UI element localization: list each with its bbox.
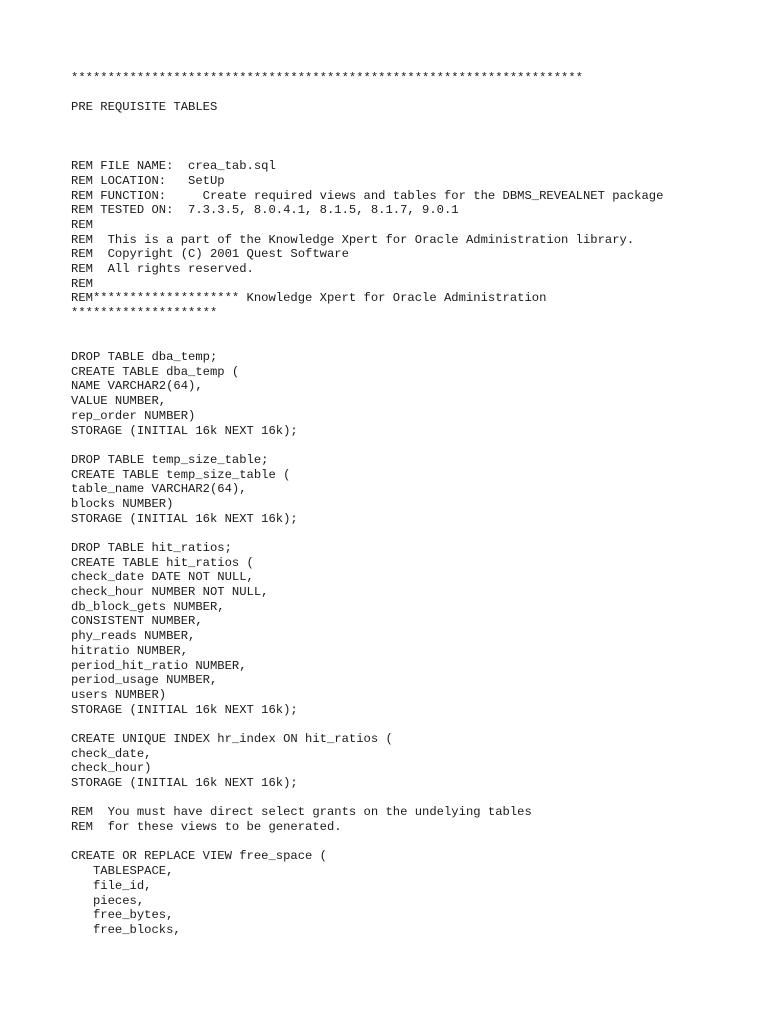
document-line: CREATE TABLE hit_ratios (	[71, 555, 254, 570]
document-line: rep_order NUMBER)	[71, 408, 196, 423]
document-line: CREATE OR REPLACE VIEW free_space (	[71, 849, 327, 864]
document-line: REM All rights reserved.	[71, 261, 254, 276]
document-line	[71, 791, 761, 806]
document-line: check_date DATE NOT NULL,	[71, 570, 254, 585]
document-line: phy_reads NUMBER,	[71, 629, 196, 644]
document-line: table_name VARCHAR2(64),	[71, 482, 247, 497]
document-line: pieces,	[71, 893, 145, 908]
document-line: file_id,	[71, 878, 152, 893]
document-line: period_hit_ratio NUMBER,	[71, 658, 247, 673]
document-line: VALUE NUMBER,	[71, 394, 167, 409]
document-line: REM LOCATION: SetUp	[71, 173, 225, 188]
document-line: REM This is a part of the Knowledge Xpert for Oracle Administration library.	[71, 232, 635, 247]
document-line: blocks NUMBER)	[71, 496, 174, 511]
document-line	[71, 115, 761, 130]
document-line: CREATE TABLE temp_size_table (	[71, 467, 291, 482]
document-line: STORAGE (INITIAL 16k NEXT 16k);	[71, 511, 298, 526]
document-line: PRE REQUISITE TABLES	[71, 100, 218, 115]
document-line	[71, 835, 761, 850]
document-line: **********************************************************************	[71, 71, 583, 85]
document-line: REM You must have direct select grants on the undelying tables	[71, 805, 532, 820]
document-line: REM TESTED ON: 7.3.3.5, 8.0.4.1, 8.1.5, 8.1.7, 9.0.1	[71, 203, 459, 218]
document-line	[71, 144, 761, 159]
document-line: ********************	[71, 306, 218, 320]
document-line	[71, 526, 761, 541]
document-line: DROP TABLE temp_size_table;	[71, 452, 269, 467]
document-line	[71, 130, 761, 145]
document-line: CREATE UNIQUE INDEX hr_index ON hit_ratios (	[71, 731, 393, 746]
document-line	[71, 321, 761, 336]
document-line: users NUMBER)	[71, 687, 167, 702]
document-line: STORAGE (INITIAL 16k NEXT 16k);	[71, 776, 298, 790]
document-line: hitratio NUMBER,	[71, 643, 189, 658]
document-line: TABLESPACE,	[71, 864, 174, 879]
document-line	[71, 335, 761, 350]
document-line: check_date,	[71, 746, 152, 761]
document-line: REM******************** Knowledge Xpert for Oracle Administration	[71, 291, 547, 306]
document-line	[71, 86, 761, 101]
document-line	[71, 717, 761, 732]
document-line: REM FILE NAME: crea_tab.sql	[71, 159, 276, 174]
document-page	[71, 71, 761, 938]
document-line: free_bytes,	[71, 908, 174, 923]
document-line: REM FUNCTION: Create required views and tables for the DBMS_REVEALNET package	[71, 188, 664, 203]
document-line: check_hour NUMBER NOT NULL,	[71, 585, 269, 600]
document-line: free_blocks,	[71, 922, 181, 937]
document-line: REM	[71, 276, 93, 291]
document-line: REM Copyright (C) 2001 Quest Software	[71, 247, 349, 262]
document-line: check_hour)	[71, 761, 152, 776]
document-line: period_usage NUMBER,	[71, 673, 218, 688]
document-line: REM	[71, 217, 93, 232]
document-line: DROP TABLE dba_temp;	[71, 350, 218, 365]
document-line	[71, 438, 761, 453]
document-line: CONSISTENT NUMBER,	[71, 614, 203, 629]
document-line: STORAGE (INITIAL 16k NEXT 16k);	[71, 702, 298, 717]
document-line: STORAGE (INITIAL 16k NEXT 16k);	[71, 423, 298, 438]
document-line: CREATE TABLE dba_temp (	[71, 364, 240, 379]
document-line: DROP TABLE hit_ratios;	[71, 541, 232, 555]
document-line: NAME VARCHAR2(64),	[71, 379, 203, 394]
document-line: REM for these views to be generated.	[71, 820, 342, 835]
document-line: db_block_gets NUMBER,	[71, 599, 225, 614]
